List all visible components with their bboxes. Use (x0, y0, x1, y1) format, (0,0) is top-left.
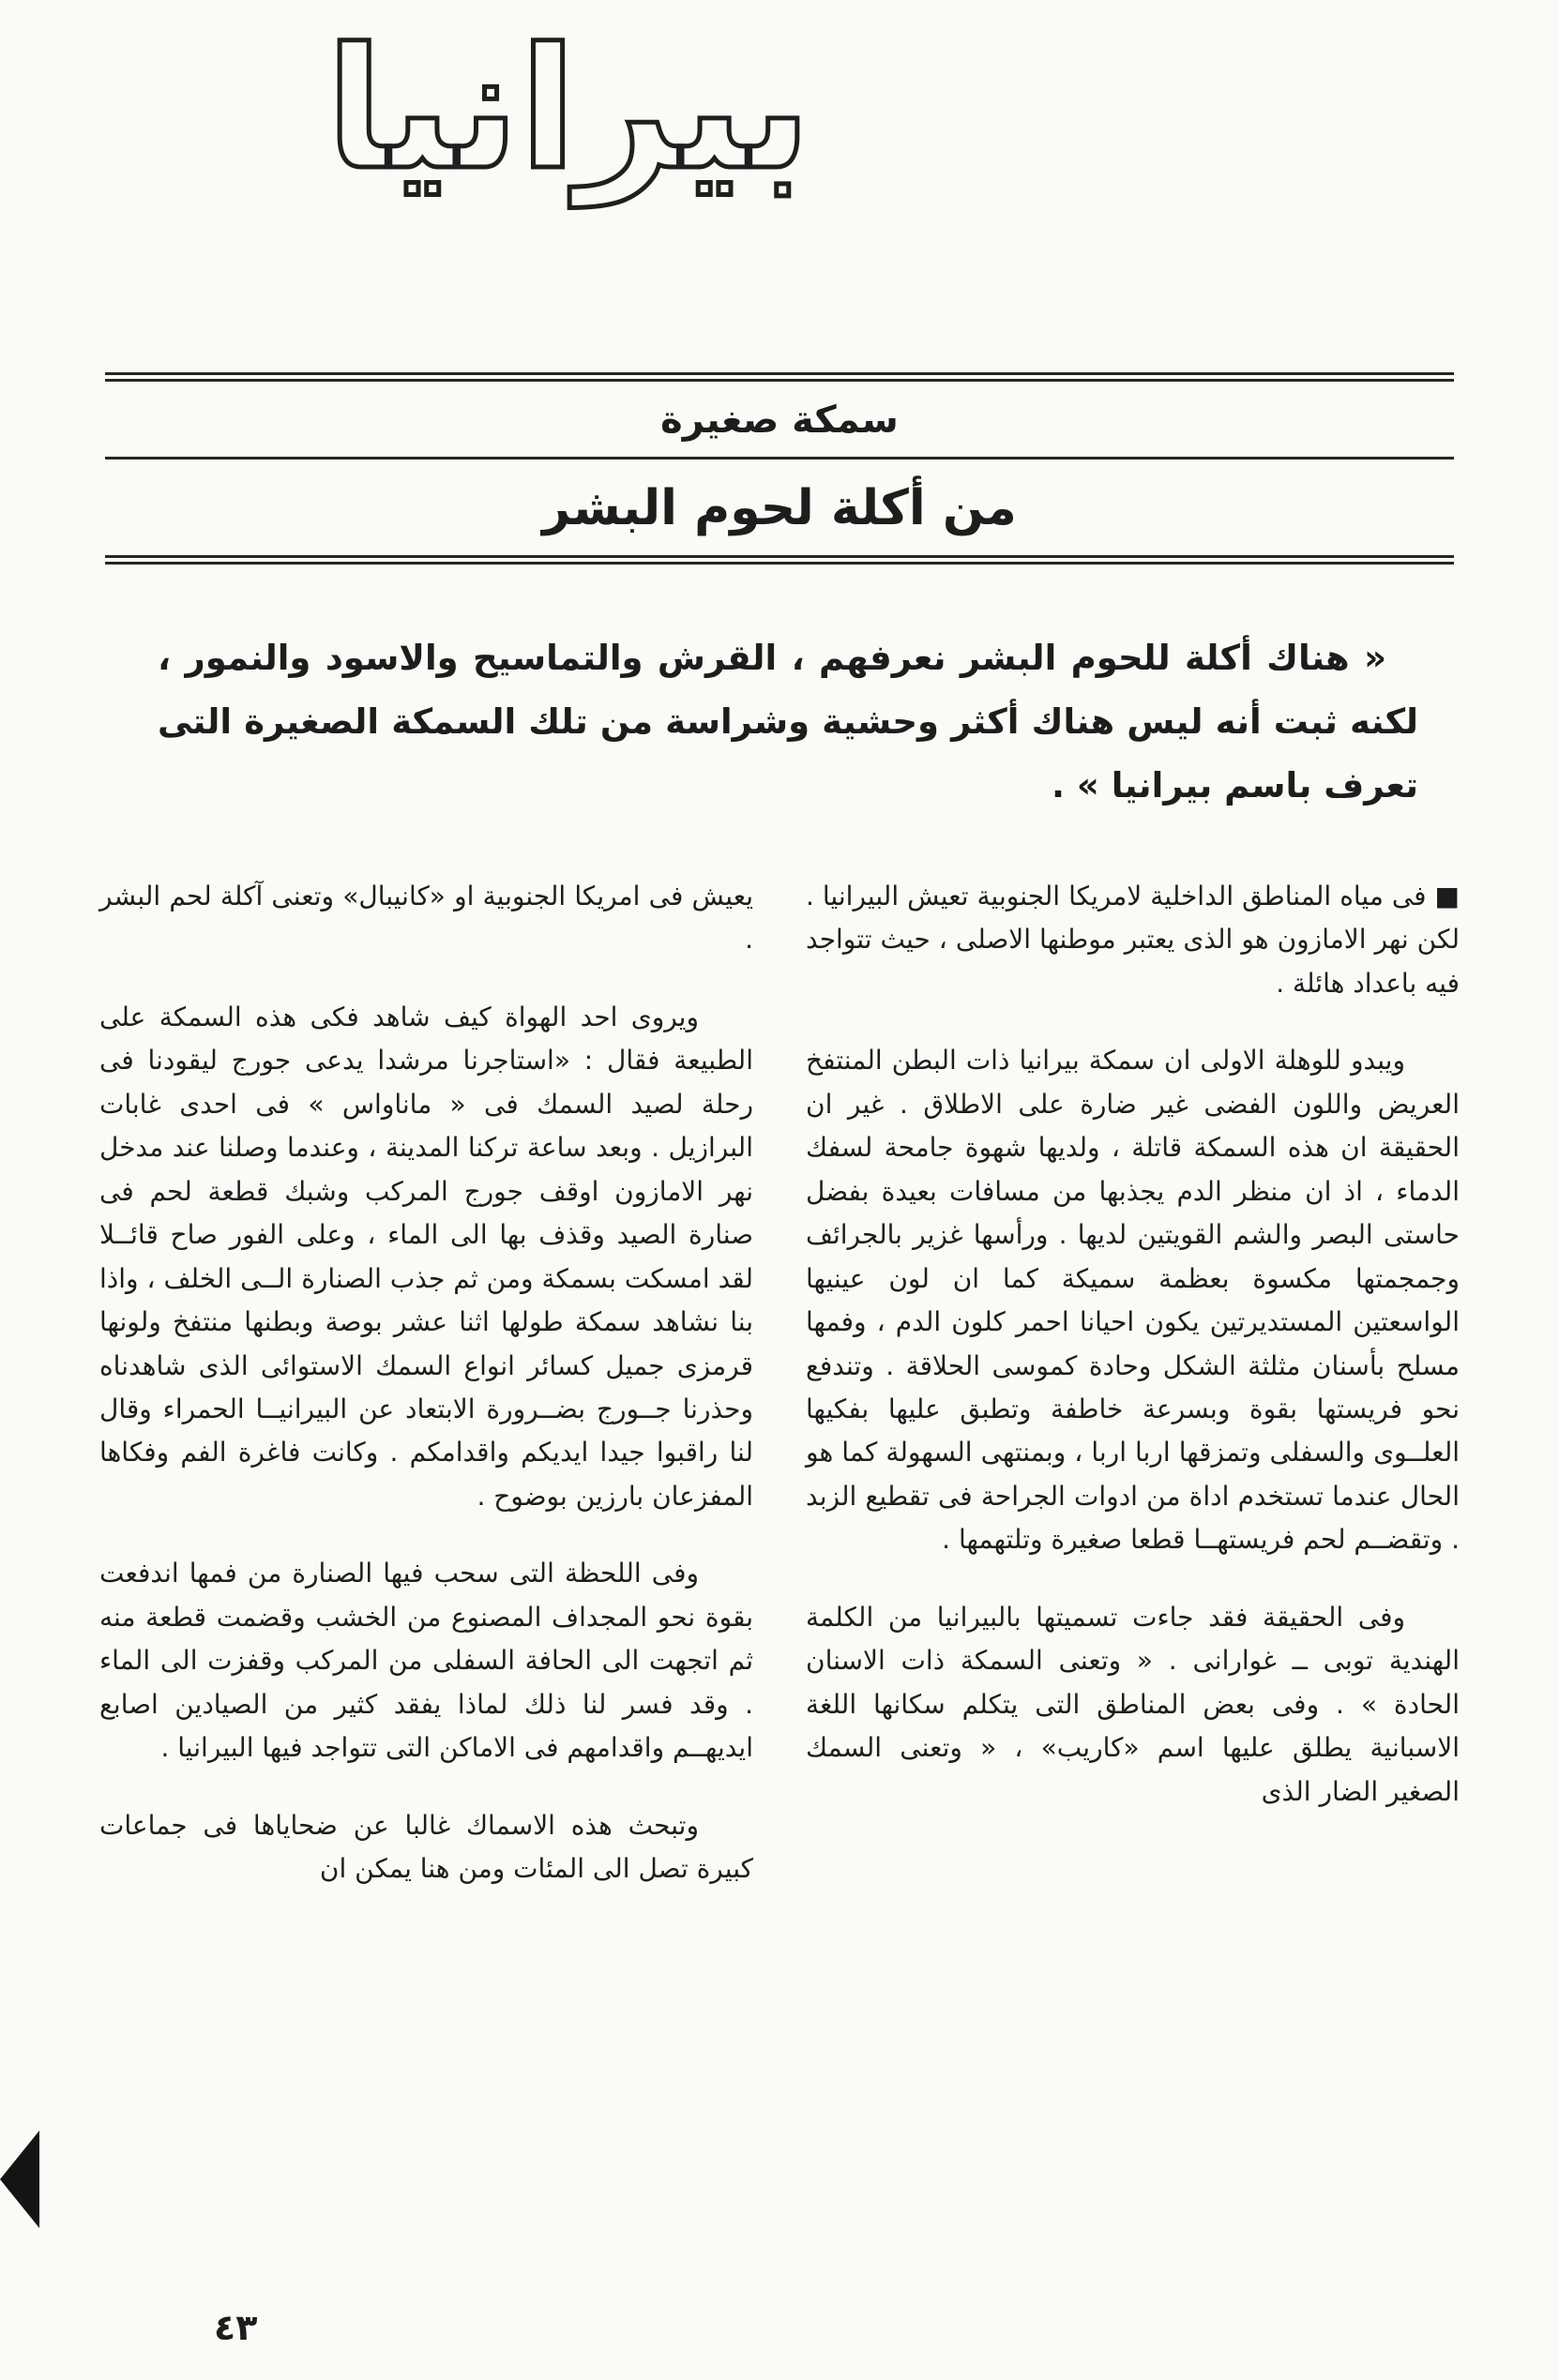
divider-double-top (105, 372, 1454, 382)
magazine-page (0, 6, 1559, 2380)
column-left (99, 875, 753, 1925)
masthead (193, 6, 944, 215)
paragraph: ويبدو للوهلة الاولى ان سمكة بيرانيا ذات البطن المنتفخ العريض واللون الفضى غير ضارة على الاطلاق . غير ان الحقيقة ان هذه السمكة قاتلة ، ولديها شهوة جامحة لسفك الدماء ، اذ ان منظر الدم يجذبها من مسافات بعيدة بفضل حاستى البصر والشم القويتين لديها . ورأسها غزير بالجرائف وجمجمتها مكسوة بعظمة سميكة كما ان لون عينيها الواسعتين المستديرتين يكون احيانا احمر كلون الدم ، وفمها مسلح بأسنان مثلثة الشكل وحادة كموسى الحلاقة . وتندفع نحو فريستها بقوة وبسرعة خاطفة وتطبق عليها بفكيها العلــوى والسفلى وتمزقها اربا اربا ، وبمنتهى السهولة كما هو الحال عندما تستخدم اداة من ادوات الجراحة فى تقطيع الزبد . وتقضــم لحم فريستهــا قطعا صغيرة وتلتهمها . (806, 1045, 1460, 1556)
paragraph: ويروى احد الهواة كيف شاهد فكى هذه السمكة على الطبيعة فقال : «استاجرنا مرشدا يدعى جورج ليقودنا فى رحلة لصيد السمك فى « ماناواس » فى احدى غابات البرازيل . وبعد ساعة تركنا المدينة ، وعندما وصلنا عند مدخل نهر الامازون اوقف جورج المركب وشبك قطعة لحم فى صنارة الصيد وقذف بها الى الماء ، وعلى الفور صاح قائــلا لقد امسكت بسمكة ومن ثم جذب الصنارة الــى الخلف ، واذا بنا نشاهد سمكة طولها اثنا عشر بوصة وبطنها منتفخ ولونها قرمزى جميل كسائر انواع السمك الاستوائى الذى شاهدناه وحذرنا جــورج بضــرورة الابتعاد عن البيرانيــا الحمراء وقال لنا راقبوا جيدا ايديكم واقدامكم . وكانت فاغرة الفم وفكاها المفزعان بارزين بوضوح . (99, 1001, 753, 1512)
paragraph: وتبحث هذه الاسماك غالبا عن ضحاياها فى جماعات كبيرة تصل الى المئات ومن هنا يمكن ان (99, 1809, 753, 1885)
divider-single (105, 457, 1454, 459)
paragraph-continuation: يعيش فى امريكا الجنوبية او «كانيبال» وتعنى آكلة لحم البشر . (99, 880, 753, 956)
intro-quote: « هناك أكلة للحوم البشر نعرفهم ، القرش والتماسيح والاسود والنمور ، لكنه ثبت أنه ليس هناك أكثر وحشية وشراسة من تلك السمكة الصغيرة التى تعرف باسم بيرانيا » . (158, 637, 1418, 806)
subtitle-line1: سمكة صغيرة (660, 398, 899, 442)
header-block (105, 372, 1454, 565)
article-columns (99, 875, 1460, 1925)
subtitle-line2: من أكلة لحوم البشر (542, 479, 1017, 536)
paragraph-lead: ■ فى مياه المناطق الداخلية لامريكا الجنوبية تعيش البيرانيا . لكن نهر الامازون هو الذى يعتبر موطنها الاصلى ، حيث تتواجد فيه باعداد هائلة . (806, 880, 1460, 999)
paragraph: وفى اللحظة التى سحب فيها الصنارة من فمها اندفعت بقوة نحو المجداف المصنوع من الخشب وقضمت قطعة منه ثم اتجهت الى الحافة السفلى من المركب وقفزت الى الماء . وقد فسر لنا ذلك لماذا يفقد كثير من الصيادين اصابع ايديهــم واقدامهم فى الاماكن التى تتواجد فيها البيرانيا . (99, 1558, 753, 1764)
page-marker-triangle-icon (0, 2131, 39, 2228)
column-right (806, 875, 1460, 1925)
magazine-title: بيرانيا (325, 12, 811, 206)
page-number: ٤٣ (214, 2307, 258, 2348)
divider-double-bottom (105, 555, 1454, 565)
paragraph: وفى الحقيقة فقد جاءت تسميتها بالبيرانيا من الكلمة الهندية توبى ــ غوارانى . « وتعنى السمكة ذات الاسنان الحادة » . وفى بعض المناطق التى يتكلم سكانها اللغة الاسبانية يطلق عليها اسم «كاريب» ، « وتعنى السمك الصغير الضار الذى (806, 1601, 1460, 1807)
